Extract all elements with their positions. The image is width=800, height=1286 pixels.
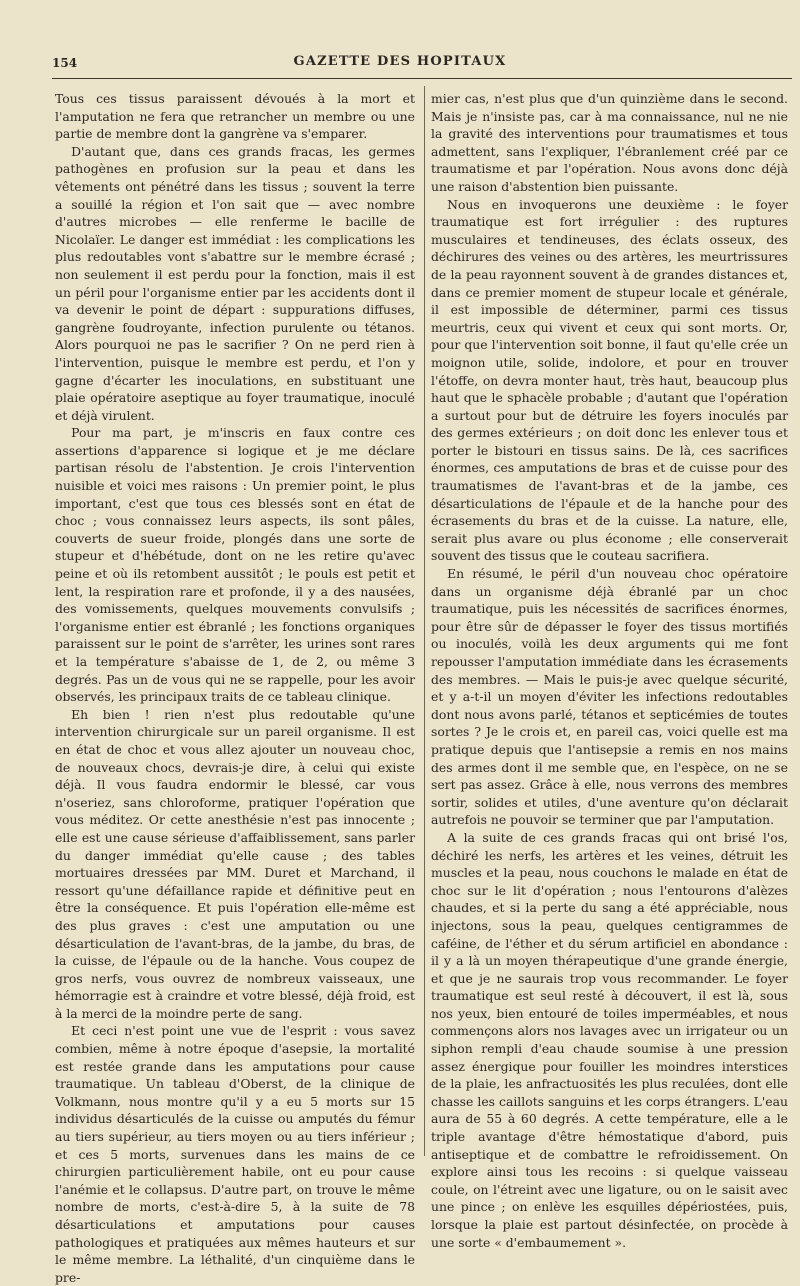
paragraph: A la suite de ces grands fracas qui ont brisé l'os, déchiré les nerfs, les artères et les veines, détruit les muscles et la peau, nous couchons le malade en état de choc sur le lit d'opération ; nous l'entourons d'alèzes chaudes, et si la perte du sang a été appréciable, nous injectons, sous la peau, quelques centigrammes de caféine, de l'éther et du sérum artificiel en abondance : il y a là un moyen thérapeutique d'une grande énergie, et que je ne saurais trop vous recommander. Le foyer traumatique est seul resté à découvert, il est là, sous nos yeux, bien entouré de toiles imperméables, et nous commençons alors nos lavages avec un irrigateur ou un siphon rempli d'eau chaude soumise à une pression assez énergique pour fouiller les moindres interstices de la plaie, les anfractuosités les plus reculées, dont elle chasse les caillots sanguins et les corps étrangers. L'eau aura de 55 à 60 degrés. A cette température, elle a le triple avantage d'être hémostatique d'abord, puis antiseptique et de combattre le refroidissement. On explore ainsi tous les recoins : si quelque vaisseau coule, on l'étreint avec une ligature, ou on le saisit avec une pince ; on enlève les esquilles dépériostées, puis, lorsque la plaie est partout désinfectée, on procède à une sorte « d'embaumement ». [431, 829, 788, 1250]
paragraph: mier cas, n'est plus que d'un quinzième dans le second. Mais je n'insiste pas, car à ma connaissance, nul ne nie la gravité des interventions pour traumatismes et tous admettent, sans l'expliquer, l'ébranlement créé par ce traumatisme et par l'opération. Nous avons donc déjà une raison d'abstention bien puissante. [431, 91, 788, 194]
paragraph: Pour ma part, je m'inscris en faux contre ces assertions d'apparence si logique et je me déclare partisan résolu de l'abstention. Je crois l'intervention nuisible et voici mes raisons : Un premier point, le plus important, c'est que tous ces blessés sont en état de choc ; vous connaissez leurs aspects, ils sont pâles, couverts de sueur froide, plongés dans une sorte de stupeur et d'hébétude, dont on ne les retire qu'avec peine et où ils retombent aussitôt ; le pouls est petit et lent, la respiration rare et profonde, il y a des nausées, des vomissements, quelques mouvements convulsifs ; l'organisme entier est ébranlé ; les fonctions organiques paraissent sur le point de s'arrêter, les urines sont rares et la température s'abaisse de 1, de 2, ou même 3 degrés. Pas un de vous qui ne se rappelle, pour les avoir observés, les principaux traits de ce tableau clinique. [55, 425, 415, 705]
right-column [431, 90, 788, 1250]
running-head-title: GAZETTE DES HOPITAUX [293, 54, 507, 69]
paragraph: En résumé, le péril d'un nouveau choc opératoire dans un organisme déjà ébranlé par un choc traumatique, puis les nécessités de sacrifices énormes, pour être sûr de dépasser le foyer des tissus mortifiés ou inoculés, voilà les deux arguments qui me font repousser l'amputation immédiate dans les écrasements des membres. — Mais le puis-je avec quelque sécurité, et y a-t-il un moyen d'éviter les infections redoutables dont nous avons parlé, tétanos et septicémies de toutes sortes ? Je le crois et, en pareil cas, voici quelle est ma pratique depuis que l'antisepsie a remis en nos mains des armes dont il me semble que, en l'espèce, on ne se sert pas assez. Grâce à elle, nous verrons des membres sortir, solides et utiles, d'une aventure qu'on déclarait autrefois ne pouvoir se terminer que par l'amputation. [431, 566, 788, 828]
left-column [55, 90, 415, 1285]
paragraph: Tous ces tissus paraissent dévoués à la mort et l'amputation ne fera que retrancher un membre ou une partie de membre dont la gangrène va s'emparer. [55, 91, 415, 142]
paragraph: Et ceci n'est point une vue de l'esprit : vous savez combien, même à notre époque d'asepsie, la mortalité est restée grande dans les amputations pour cause traumatique. Un tableau d'Oberst, de la clinique de Volkmann, nous montre qu'il y a eu 5 morts sur 15 individus désarticulés de la cuisse ou amputés du fémur au tiers supérieur, au tiers moyen ou au tiers inférieur ; et ces 5 morts, survenues dans les mains de ce chirurgien particulièrement habile, ont eu pour cause l'anémie et le collapsus. D'autre part, on trouve le même nombre de morts, c'est-à-dire 5, à la suite de 78 désarticulations et amputations pour causes pathologiques et pratiquées aux mêmes hauteurs et sur le même membre. La léthalité, d'un cinquième dans le pre- [55, 1023, 415, 1285]
page-number: 154 [52, 56, 78, 70]
paragraph: Nous en invoquerons une deuxième : le foyer traumatique est fort irrégulier : des ruptures musculaires et tendineuses, des éclats osseux, des déchirures des veines ou des artères, les meurtrissures de la peau rayonnent souvent à de grandes distances et, dans ce premier moment de stupeur locale et générale, il est impossible de déterminer, parmi ces tissus meurtris, ceux qui vivent et ceux qui sont morts. Or, pour que l'intervention soit bonne, il faut qu'elle crée un moignon utile, solide, indolore, et pour en trouver l'étoffe, on devra monter haut, très haut, beaucoup plus haut que le sphacèle probable ; d'autant que l'opération a surtout pour but de détruire les foyers inoculés par des germes extérieurs ; on doit donc les enlever tous et porter le bistouri en tissus sains. De là, ces sacrifices énormes, ces amputations de bras et de cuisse pour des traumatismes de l'avant-bras et de la jambe, ces désarticulations de l'épaule et de la hanche pour des écrasements du bras et de la cuisse. La nature, elle, serait plus avare ou plus économe ; elle conserverait souvent des tissus que le couteau sacrifiera. [431, 196, 788, 564]
column-divider [424, 86, 425, 1156]
paragraph: Eh bien ! rien n'est plus redoutable qu'une intervention chirurgicale sur un pareil organisme. Il est en état de choc et vous allez ajouter un nouveau choc, de nouveaux chocs, devrais-je dire, à celui qui existe déjà. Il vous faudra endormir le blessé, car vous n'oseriez, sans chloroforme, pratiquer l'opération que vous méditez. Or cette anesthésie n'est pas innocente ; elle est une cause sérieuse d'affaiblissement, sans parler du danger immédiat qu'elle cause ; des tables mortuaires dressées par MM. Duret et Marchand, il ressort qu'une défaillance rapide et définitive peut en être la conséquence. Et puis l'opération elle-même est des plus graves : c'est une amputation ou une désarticulation de l'avant-bras, de la jambe, du bras, de la cuisse, de l'épaule ou de la hanche. Vous coupez de gros nerfs, vous ouvrez de nombreux vaisseaux, une hémorragie est à craindre et votre blessé, déjà froid, est à la merci de la moindre perte de sang. [55, 706, 415, 1021]
paragraph: D'autant que, dans ces grands fracas, les germes pathogènes en profusion sur la peau et dans les vêtements ont pénétré dans les tissus ; souvent la terre a souillé la région et l'on sait que — avec nombre d'autres microbes — elle renferme le bacille de Nicolaïer. Le danger est immédiat : les complications les plus redoutables vont s'abattre sur le membre écrasé ; non seulement il est perdu pour la fonction, mais il est un péril pour l'organisme entier par les accidents dont il va devenir le point de départ : suppurations diffuses, gangrène foudroyante, infection purulente ou tétanos. Alors pourquoi ne pas le sacrifier ? On ne perd rien à l'intervention, puisque le membre est perdu, et l'on y gagne d'écarter les inoculations, en substituant une plaie opératoire aseptique au foyer traumatique, inoculé et déjà virulent. [55, 143, 415, 423]
header-rule [52, 78, 792, 79]
